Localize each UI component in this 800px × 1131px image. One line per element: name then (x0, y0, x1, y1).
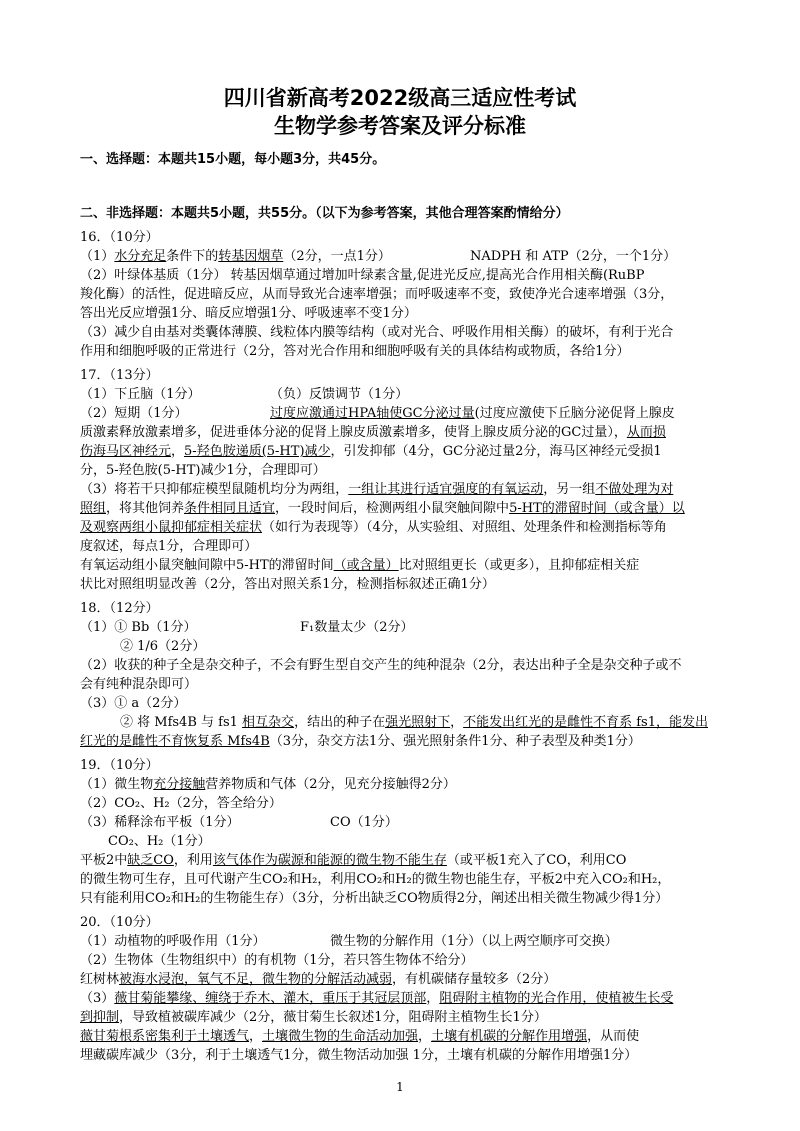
q17-answer2-line4: 分，5-羟色胺(5-HT)减少1分，合理即可） (80, 463, 326, 478)
q20-number: 20．（10分） (80, 915, 159, 930)
q19-number: 19．（10分） (80, 758, 159, 773)
q16-answer3-line2: 作用和细胞呼吸的正常进行（2分，答对光合作用和细胞呼吸有关的具体结构或物质，各给1分） (80, 344, 630, 359)
q16-answer2-line2: 羧化酶）的活性，促进暗反应，从而导致光合速率增强；而呼吸速率不变，致使净光合速率增强（3分， (80, 287, 674, 302)
q18-number: 18．（12分） (80, 601, 159, 616)
q18-answer2-line1: （2）收获的种子全是杂交种子，不会有野生型自交产生的纯种混杂（2分，表达出种子全是杂交种子或不 (80, 658, 682, 673)
q17-answer3-line6: 状比对照组明显改善（2分，答出对照关系1分，检测指标叙述正确1分） (80, 577, 495, 592)
section1-heading: 一、选择题：本题共15小题，每小题3分，共45分。 (80, 152, 386, 167)
page-number: 1 (396, 1080, 404, 1094)
q16-answer1-right: NADPH 和 ATP（2分，一个1分） (470, 249, 677, 264)
q19-answer3-line2: CO₂、H₂（1分） (108, 834, 211, 849)
q18-answer1: （1）① Bb（1分） F₁数量太少（2分） (80, 620, 414, 635)
q18-answer1-line2: ② 1/6（2分） (120, 639, 206, 654)
q17-answer2-line1: （2）短期（1分） 过度应激通过HPA轴使GC分泌过量(过度应激使下丘脑分泌促肾上腺皮 (80, 406, 675, 421)
page-subtitle: 生物学参考答案及评分标准 (274, 114, 526, 138)
q19-answer1: （1）微生物充分接触营养物质和气体（2分，见充分接触得2分） (80, 777, 456, 792)
q19-answer3-right: CO（1分） (330, 815, 398, 830)
q18-answer3-line1: （3）① a（2分） (80, 696, 187, 711)
q19-answer3-line3: 平板2中缺乏CO，利用该气体作为碳源和能源的微生物不能生存（或平板1充入了CO，利用CO (80, 853, 627, 868)
q17-answer3-line2: 照组，将其他饲养条件相同且适宜，一段时间后，检测两组小鼠突触间隙中5-HT的滞留时间（或含量）以 (80, 501, 685, 516)
q17-answer1-right: （负）反馈调节（1分） (270, 387, 409, 402)
q18-answer3-line2: ② 将 Mfs4B 与 fs1 相互杂交，结出的种子在强光照射下，不能发出红光的是雌性不育系 fs1，能发出 (120, 715, 708, 730)
q17-answer1: （1）下丘脑（1分） （负）反馈调节（1分） (80, 387, 409, 402)
q18-answer2-line2: 会有纯种混杂即可） (80, 677, 198, 692)
q17-answer2-line3: 伤海马区神经元，5-羟色胺递质(5-HT)减少，引发抑郁（4分，GC分泌过量2分，海马区神经元受损1 (80, 444, 662, 459)
q19-answer3: （3）稀释涂布平板（1分） CO（1分） (80, 815, 398, 830)
q16-answer1: （1）水分充足条件下的转基因烟草（2分，一点1分） NADPH 和 ATP（2分，一个1分） (80, 249, 677, 264)
q17-number: 17．（13分） (80, 368, 159, 383)
q18-answer3-line3: 红光的是雌性不育恢复系 Mfs4B（3分，杂交方法1分、强光照射条件1分、种子表型及种类1分） (80, 734, 641, 749)
q16-answer3-line1: （3）减少自由基对类囊体薄膜、线粒体内膜等结构（或对光合、呼吸作用相关酶）的破坏，有利于光合 (80, 325, 674, 340)
q20-answer2-line2: 红树林被海水浸泡，氧气不足，微生物的分解活动减弱，有机碳储存量较多（2分） (80, 972, 557, 987)
q20-answer3-line2: 到抑制，导致植被碳库减少（2分，薇甘菊生长叙述1分，阻碍附主植物生长1分） (80, 1010, 547, 1025)
q20-answer1-right: 微生物的分解作用（1分）（以上两空顺序可交换） (330, 934, 618, 949)
q16-answer2-line1: （2）叶绿体基质（1分） 转基因烟草通过增加叶绿素含量,促进光反应,提高光合作用相关酶(RuBP (80, 268, 645, 283)
q18-answer1-right: F₁数量太少（2分） (300, 620, 414, 635)
q17-answer3-line4: 度叙述，每点1分，合理即可） (80, 539, 258, 554)
q19-answer3-line4: 的微生物可生存，且可代谢产生CO₂和H₂，利用CO₂和H₂的微生物也能生存，平板2中充入CO₂和H₂， (80, 872, 671, 887)
q17-answer3-line5: 有氧运动组小鼠突触间隙中5-HT的滞留时间（或含量）比对照组更长（或更多），且抑郁症相关症 (80, 558, 640, 573)
q20-answer2: （2）生物体（生物组织中）的有机物（1分，若只答生物体不给分） (80, 953, 474, 968)
q16-answer2-line3: 答出光反应增强1分、暗反应增强1分、呼吸速率不变1分） (80, 306, 417, 321)
q17-answer3-line1: （3）将若干只抑郁症模型鼠随机均分为两组，一组让其进行适宜强度的有氧运动，另一组不做处理为对 (80, 482, 674, 497)
q20-answer1: （1）动植物的呼吸作用（1分） 微生物的分解作用（1分）（以上两空顺序可交换） (80, 934, 618, 949)
q19-answer2: （2）CO₂、H₂（2分，答全给分） (80, 796, 282, 811)
q16-number: 16．（10分） (80, 230, 159, 245)
page-title: 四川省新高考2022级高三适应性考试 (223, 86, 577, 110)
q17-answer2-line2: 质激素释放激素增多，促进垂体分泌的促肾上腺皮质激素增多，使肾上腺皮质分泌的GC过量），从而损 (80, 425, 666, 440)
section2-heading: 二、非选择题：本题共5小题，共55分。（以下为参考答案，其他合理答案酌情给分） (80, 206, 569, 221)
q19-answer3-line5: 只有能利用CO₂和H₂的生物能生存）（3分，分析出缺乏CO物质得2分，阐述出相关微生物减少得1分） (80, 891, 669, 906)
q20-answer3-line1: （3）薇甘菊能攀缘、缠绕于乔木、灌木，重压于其冠层顶部，阻碍附主植物的光合作用，使植被生长受 (80, 991, 674, 1006)
q17-answer3-line3: 及观察两组小鼠抑郁症相关症状（如行为表现等）（4分，从实验组、对照组、处理条件和检测指标等角 (80, 520, 667, 535)
q20-answer3-line4: 埋藏碳库减少（3分，利于土壤透气1分，微生物活动加强 1分，土壤有机碳的分解作用增强1分） (80, 1048, 638, 1063)
q20-answer3-line3: 薇甘菊根系密集利于土壤透气，土壤微生物的生命活动加强，土壤有机碳的分解作用增强，从而使 (80, 1029, 640, 1044)
